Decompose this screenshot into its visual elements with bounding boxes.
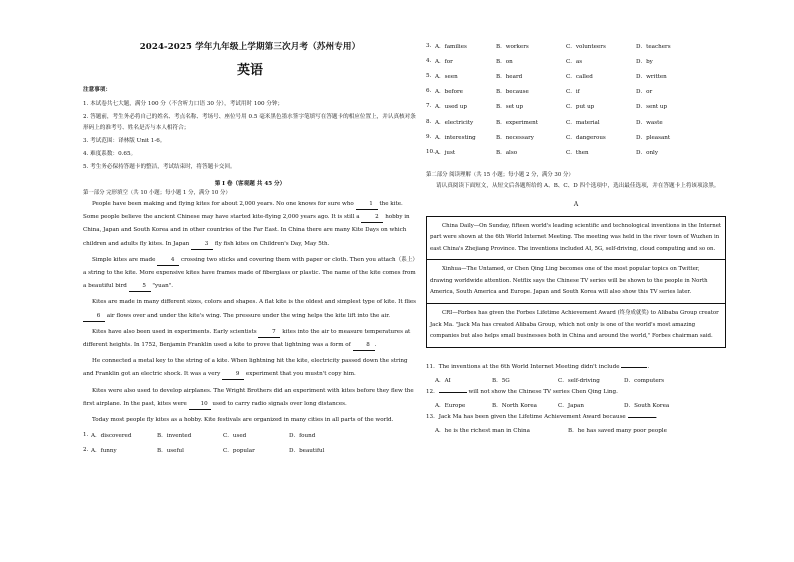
question-options-10 xyxy=(426,144,726,159)
option[interactable]: C．material xyxy=(566,119,600,126)
option[interactable]: B．set up xyxy=(496,104,524,111)
option[interactable]: B．useful xyxy=(157,447,184,454)
question-options-5 xyxy=(426,68,726,83)
option[interactable]: B．invented xyxy=(157,432,192,439)
cloze-paragraph: Kites were also used to develop airplanes. The Wright Brothers did an experiment with kites before they flew the first airplane. In the past, kites were 10 used to carry radio signals over long distances. xyxy=(83,385,417,411)
option[interactable]: C．as xyxy=(566,58,583,65)
blank-9: 9 xyxy=(222,370,244,380)
option[interactable]: C．then xyxy=(566,149,589,156)
option[interactable]: D．only xyxy=(636,149,658,156)
section-letter: A xyxy=(573,200,579,208)
option[interactable]: A．interesting xyxy=(435,134,476,141)
option[interactable]: D．by xyxy=(636,58,653,65)
cloze-section-heading: 第一部分 完形填空（共 10 小题；每小题 1 分，满分 10 分） xyxy=(83,190,231,196)
cloze-paragraph: Simple kites are made 4 crossing two sticks and covering them with paper or cloth. Then you attach（系上）a string to the kite. More expensive kites have frames made of fiberglass or plastic. The name of the kite comes from a beautiful bird 5 "yuan". xyxy=(83,254,417,294)
option[interactable]: D．sent up xyxy=(636,104,668,111)
notes-heading: 注意事项： xyxy=(83,87,111,93)
note-item: 5. 考生务必保持答题卡的整洁，考试结束时，将答题卡交回。 xyxy=(83,164,236,170)
left-column xyxy=(83,36,417,457)
cloze-paragraph: Today most people fly kites as a hobby. Kite festivals are organized in many cities in all parts of the world. xyxy=(92,417,394,424)
cloze-paragraph: Kites have also been used in experiments. Early scientists 7 kites into the air to measure temperatures at different heights. In 1752, Benjamin Franklin used a kite to prove that lightning was a form of 8 . xyxy=(83,326,417,352)
option[interactable]: C．volunteers xyxy=(566,43,606,50)
option[interactable]: C．Japan xyxy=(558,402,584,409)
option[interactable]: A．funny xyxy=(91,447,117,454)
option[interactable]: B．heard xyxy=(496,73,523,80)
question-number: 6. xyxy=(426,88,432,95)
question-options-8 xyxy=(426,114,726,129)
question-options-2: 2. A．funny B．useful C．popular D．beautiful xyxy=(83,442,417,457)
option[interactable]: B．5G xyxy=(492,377,510,384)
cloze-paragraph: Kites are made in many different sizes, colors and shapes. A flat kite is the oldest and simplest type of kite. It flies 6 air flows over and under the kite's wing. The pressure under the wing helps the kite lift into the air. xyxy=(83,296,417,322)
option[interactable]: B．on xyxy=(496,58,513,65)
question-number: 3. xyxy=(426,42,432,49)
blank-4: 4 xyxy=(157,256,179,266)
news-item: Xinhua—The Untamed, or Chen Qing Ling becomes one of the most popular topics on Twitter, drawing worldwide attention. Netflix says the Chinese TV series will be shown to the people in North America, South America and Europe. Japan and South Korea will also show this TV series later. xyxy=(426,260,726,304)
option[interactable]: D．computers xyxy=(624,377,665,384)
question-number: 10. xyxy=(426,148,435,155)
question-12-options xyxy=(426,398,726,412)
option[interactable]: C．popular xyxy=(223,447,255,454)
option[interactable]: C．used xyxy=(223,432,247,439)
question-options-3 xyxy=(426,38,726,53)
option[interactable]: A．families xyxy=(435,43,467,50)
blank-10: 10 xyxy=(189,400,211,410)
option[interactable]: A．electricity xyxy=(435,119,474,126)
option[interactable]: B．experiment xyxy=(496,119,538,126)
option[interactable]: A．just xyxy=(435,149,456,156)
blank-8: 8 xyxy=(353,341,375,351)
right-column xyxy=(426,38,726,437)
option[interactable]: A．he is the richest man in China xyxy=(435,427,530,434)
question-13-options xyxy=(426,423,726,437)
question-options-1: 1. A．discovered B．invented C．used D．found xyxy=(83,427,417,442)
question-number: 8. xyxy=(426,118,432,125)
option[interactable]: A．before xyxy=(435,89,463,96)
cloze-paragraph: He connected a metal key to the string of a kite. When lightning hit the kite, electricity passed down the string and Franklin got an electric shock. It was a very 9 experiment that you mustn't copy him. xyxy=(83,355,417,381)
option[interactable]: D．beautiful xyxy=(289,447,325,454)
option[interactable]: B．North Korea xyxy=(492,402,537,409)
question-options-7 xyxy=(426,99,726,114)
part2-instructions: 请认真阅读下面短文，从短文后各题所给的 A、B、C、D 四个选项中，选出最佳选项，并在答题卡上将该项涂黑。 xyxy=(436,182,720,189)
question-number: 9. xyxy=(426,133,432,140)
exam-title: 2024-2025 学年九年级上学期第三次月考（苏州专用） xyxy=(139,42,361,52)
note-item: 3. 考试范围：译林版 Unit 1-6。 xyxy=(83,138,166,144)
option[interactable]: C．self-driving xyxy=(558,377,600,384)
note-item: 2. 答题前，考生务必将自己的姓名、考点名称、考场号、座位号用 0.5 毫米黑色墨水签字笔填写在答题卡的相应位置上，并认真核对条形码上的准考号、姓名是否与本人相符合； xyxy=(83,114,416,131)
question-12: 12． will not show the Chinese TV series Chen Qing Ling. xyxy=(426,388,618,395)
news-item: CRI—Forbes has given the Forbes Lifetime Achievement Award (终身成就奖) to Alibaba Group creator Jack Ma. "Jack Ma has created Alibaba Group, which not only is one of the world's most amazing companies but also helps small businesses both in China and around the world," Forbes chairman said. xyxy=(426,304,726,348)
question-number: 7. xyxy=(426,103,432,110)
blank-1: 1 xyxy=(356,200,378,210)
note-item: 4. 难度系数：0.65。 xyxy=(83,151,137,157)
option[interactable]: C．put up xyxy=(566,104,595,111)
option[interactable]: D．written xyxy=(636,73,667,80)
option[interactable]: A．AI xyxy=(435,377,451,384)
blank-6: 6 xyxy=(83,312,105,322)
option[interactable]: B．necessary xyxy=(496,134,534,141)
subject-title: 英语 xyxy=(236,63,263,78)
blank-3: 3 xyxy=(191,240,213,250)
blank-5: 5 xyxy=(129,282,151,292)
question-options-4 xyxy=(426,53,726,68)
option[interactable]: C．called xyxy=(566,73,593,80)
part2-heading: 第二部分 阅读理解（共 15 小题；每小题 2 分，满分 30 分） xyxy=(426,171,574,178)
option[interactable]: B．workers xyxy=(496,43,529,50)
option[interactable]: A．for xyxy=(435,58,453,65)
blank-7: 7 xyxy=(258,328,280,338)
option[interactable]: B．also xyxy=(496,149,518,156)
question-number: 5. xyxy=(426,72,432,79)
option[interactable]: A．used up xyxy=(435,104,467,111)
option[interactable]: A．discovered xyxy=(91,432,132,439)
option[interactable]: D．found xyxy=(289,432,316,439)
news-item: China Daily—On Sunday, fifteen world's leading scientific and technological inventions in the Internet part were shown at the 6th World Internet Meeting. The meeting was held in the river town of Wuzhen in east China's Zhejiang Province. The inventions included AI, 5G, self-driving, cloud computing and so on. xyxy=(426,216,726,261)
blank-2: 2 xyxy=(361,213,383,223)
option[interactable]: D．or xyxy=(636,89,653,96)
question-11: 11．The inventions at the 6th World Internet Meeting didn't include . xyxy=(426,363,650,370)
option[interactable]: D．South Korea xyxy=(624,402,670,409)
option[interactable]: D．pleasant xyxy=(636,134,671,141)
option[interactable]: A．Europe xyxy=(435,402,466,409)
question-11-options xyxy=(426,373,726,387)
question-13: 13．Jack Ma has been given the Lifetime Achievement Award because . xyxy=(426,413,658,420)
option[interactable]: B．he has saved many poor people xyxy=(568,427,667,434)
part1-heading: 第 I 卷（客观题 共 45 分） xyxy=(214,181,286,187)
note-item: 1. 本试卷共七大题，满分 100 分（不含听力口语 30 分），考试用时 100 分钟； xyxy=(83,101,284,107)
option[interactable]: B．because xyxy=(496,89,529,96)
cloze-paragraph: People have been making and flying kites for about 2,000 years. No one knows for sure who 1 the kite. Some people believe the ancient Chinese may have started kite-flying 2,000 years ago. It is still a 2 hobby in China, Japan and South Korea and in other countries of the Far East. In China there are many Kite Days on which children and adults fly kites. In Japan 3 fly fish kites on Children's Day, May 5th. xyxy=(83,198,417,251)
option[interactable]: D．teachers xyxy=(636,43,671,50)
question-number: 4. xyxy=(426,57,432,64)
option[interactable]: D．waste xyxy=(636,119,663,126)
question-options-9 xyxy=(426,129,726,144)
option[interactable]: C．dangerous xyxy=(566,134,606,141)
question-options-6 xyxy=(426,84,726,99)
option[interactable]: A．seen xyxy=(435,73,458,80)
cloze-options-list xyxy=(426,38,726,160)
option[interactable]: C．if xyxy=(566,89,580,96)
